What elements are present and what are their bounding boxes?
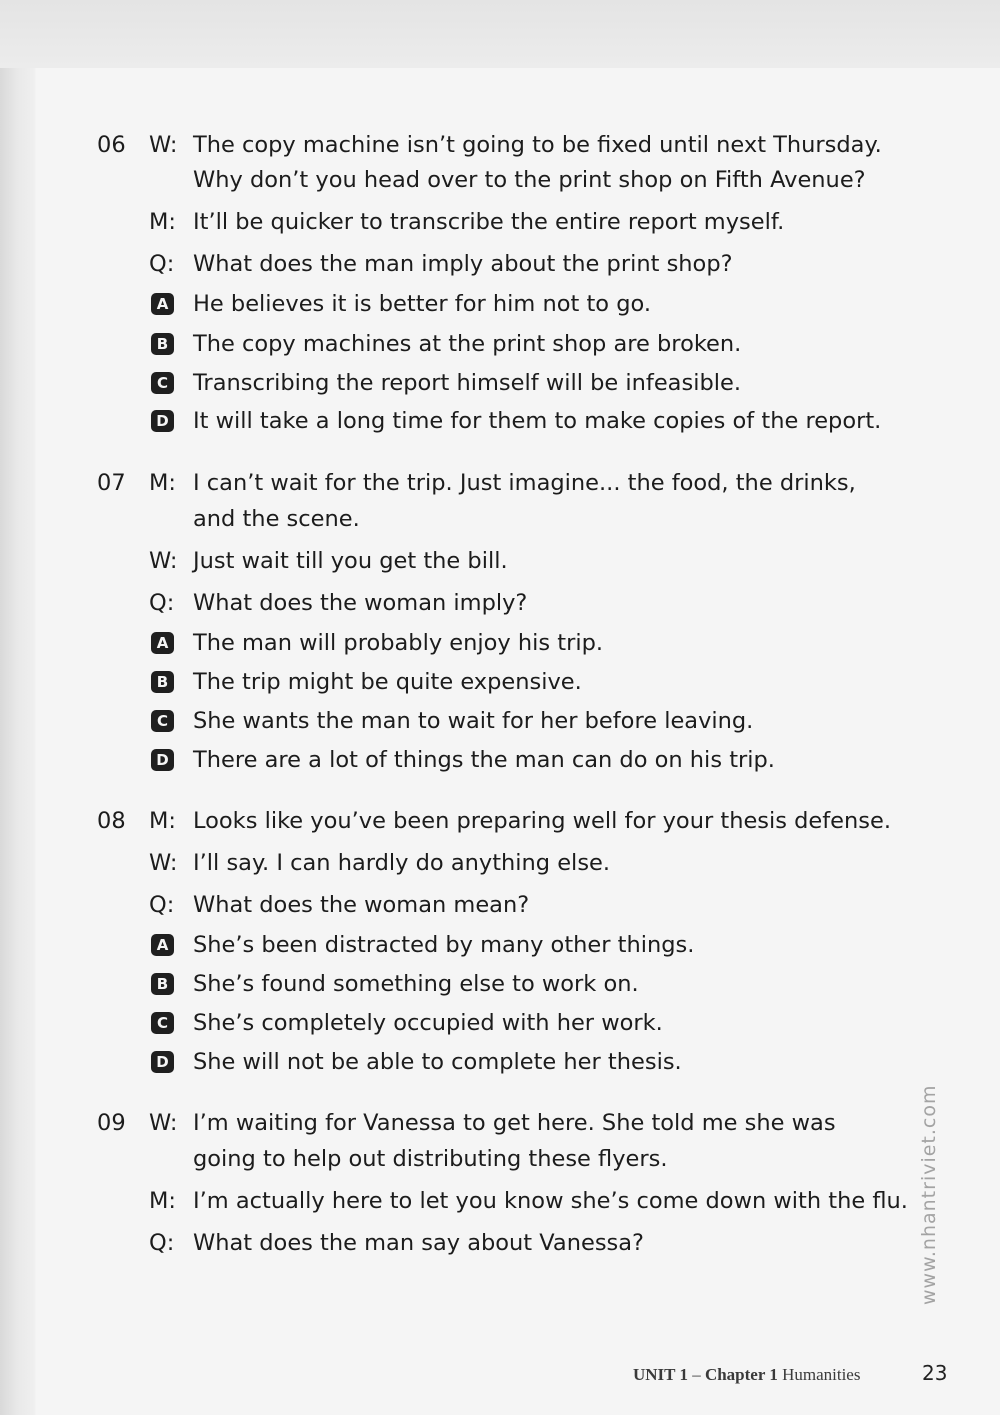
- option-badge-b: B: [151, 973, 174, 995]
- question-number: 06: [97, 132, 126, 158]
- option-badge-c: C: [151, 710, 174, 732]
- option-badge-b: B: [151, 671, 174, 693]
- option-text: Transcribing the report himself will be infeasible.: [193, 370, 741, 396]
- dialogue-line: I can’t wait for the trip. Just imagine... the food, the drinks,: [193, 470, 856, 496]
- publisher-watermark: www.nhantriviet.com: [918, 1084, 940, 1305]
- option-badge-c: C: [151, 372, 174, 394]
- option-badge-a: A: [151, 293, 174, 315]
- option-badge-a: A: [151, 632, 174, 654]
- option-text: The man will probably enjoy his trip.: [193, 630, 604, 656]
- option-text: She’s found something else to work on.: [193, 971, 639, 997]
- option-badge-d: D: [151, 1051, 174, 1073]
- speaker-label: M:: [149, 808, 176, 834]
- footer-unit: UNIT 1: [633, 1365, 688, 1384]
- speaker-label: W:: [149, 132, 178, 158]
- option-badge-d: D: [151, 749, 174, 771]
- question-number: 07: [97, 470, 126, 496]
- question-text: What does the woman imply?: [193, 590, 528, 616]
- dialogue-line: and the scene.: [193, 506, 360, 532]
- dialogue-line: I’ll say. I can hardly do anything else.: [193, 850, 611, 876]
- option-text: He believes it is better for him not to go.: [193, 291, 651, 317]
- dialogue-line: Just wait till you get the bill.: [193, 548, 508, 574]
- speaker-label: M:: [149, 1188, 176, 1214]
- dialogue-line: I’m actually here to let you know she’s come down with the flu.: [193, 1188, 908, 1214]
- speaker-label: W:: [149, 850, 178, 876]
- footer-chapter: Chapter 1: [704, 1365, 778, 1384]
- dialogue-line: Why don’t you head over to the print shop on Fifth Avenue?: [193, 167, 866, 193]
- question-label: Q:: [149, 251, 175, 277]
- dialogue-line: It’ll be quicker to transcribe the entire report myself.: [193, 209, 785, 235]
- footer-running-head: [633, 1364, 860, 1386]
- question-text: What does the man say about Vanessa?: [193, 1230, 644, 1256]
- question-text: What does the woman mean?: [193, 892, 530, 918]
- page-number: 23: [922, 1361, 948, 1385]
- dialogue-line: I’m waiting for Vanessa to get here. She told me she was: [193, 1110, 836, 1136]
- question-text: What does the man imply about the print shop?: [193, 251, 733, 277]
- question-label: Q:: [149, 590, 175, 616]
- option-text: The trip might be quite expensive.: [193, 669, 582, 695]
- option-text: She’s completely occupied with her work.: [193, 1010, 663, 1036]
- question-number: 08: [97, 808, 126, 834]
- speaker-label: W:: [149, 1110, 178, 1136]
- option-badge-a: A: [151, 934, 174, 956]
- question-number: 09: [97, 1110, 126, 1136]
- option-badge-d: D: [151, 410, 174, 432]
- option-text: It will take a long time for them to make copies of the report.: [193, 408, 882, 434]
- footer-subject: Humanities: [777, 1365, 861, 1384]
- option-text: She will not be able to complete her thesis.: [193, 1049, 682, 1075]
- footer-separator: –: [687, 1365, 705, 1384]
- dialogue-line: Looks like you’ve been preparing well for your thesis defense.: [193, 808, 892, 834]
- option-text: She’s been distracted by many other things.: [193, 932, 695, 958]
- option-badge-c: C: [151, 1012, 174, 1034]
- dialogue-line: The copy machine isn’t going to be fixed until next Thursday.: [193, 132, 882, 158]
- scan-top-margin: [0, 0, 1000, 68]
- option-text: She wants the man to wait for her before leaving.: [193, 708, 754, 734]
- question-label: Q:: [149, 892, 175, 918]
- speaker-label: W:: [149, 548, 178, 574]
- option-badge-b: B: [151, 333, 174, 355]
- option-text: The copy machines at the print shop are broken.: [193, 331, 742, 357]
- speaker-label: M:: [149, 470, 176, 496]
- option-text: There are a lot of things the man can do on his trip.: [193, 747, 775, 773]
- dialogue-line: going to help out distributing these flyers.: [193, 1146, 668, 1172]
- question-label: Q:: [149, 1230, 175, 1256]
- speaker-label: M:: [149, 209, 176, 235]
